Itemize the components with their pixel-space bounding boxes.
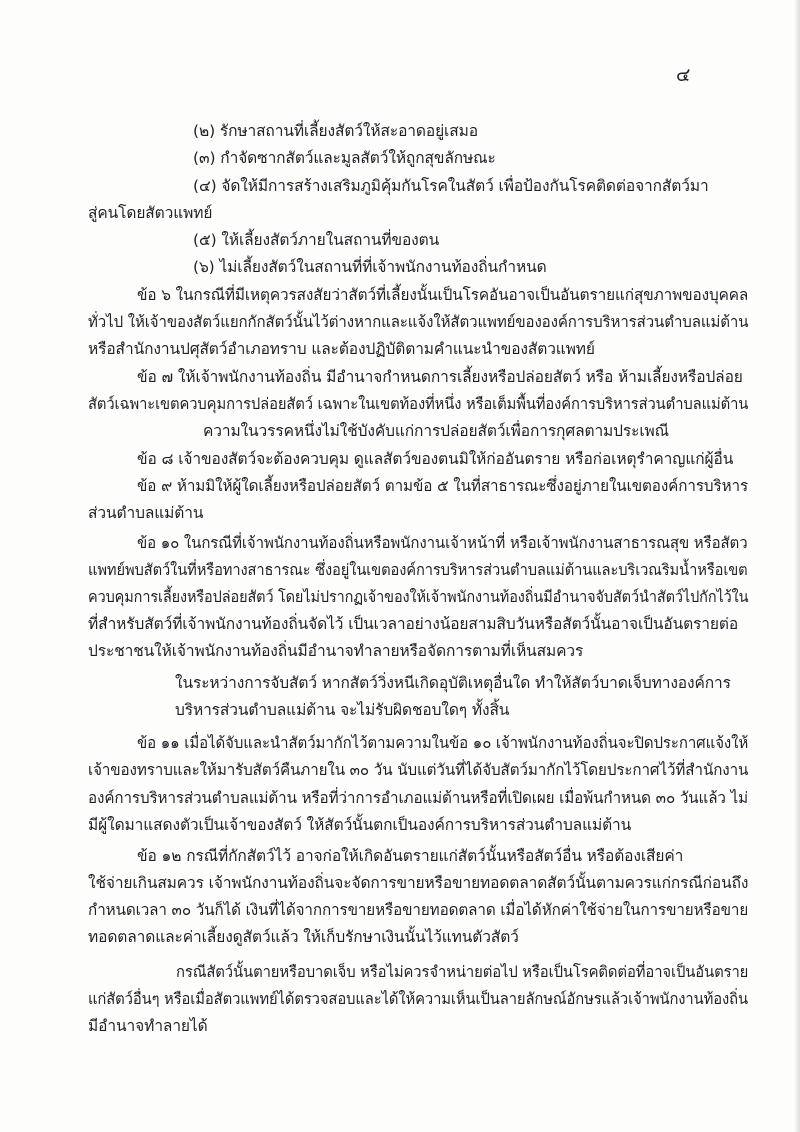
clause-12-line-1: ข้อ ๑๒ กรณีที่กักสัตว์ไว้ อาจก่อให้เกิดอันตรายแก่สัตว์นั้นหรือสัตว์อื่น หรือต้องเสียค่า <box>137 847 684 865</box>
page-edge-shadow <box>794 0 800 1132</box>
clause-10-line-4: ที่สำหรับสัตว์ที่เจ้าพนักงานท้องถิ่นจัดไว้ เป็นเวลาอย่างน้อยสามสิบวันหรือสัตว์นั้นอาจเป็นอันตรายต่อ <box>88 615 739 633</box>
clause-7-line-1: ข้อ ๗ ให้เจ้าพนักงานท้องถิ่น มีอำนาจกำหนดการเลี้ยงหรือปล่อยสัตว์ หรือ ห้ามเลี้ยงหรือปล่อย <box>137 368 743 386</box>
clause-5-item-4: (๔) จัดให้มีการสร้างเสริมภูมิคุ้มกันโรคในสัตว์ เพื่อป้องกันโรคติดต่อจากสัตว์มา <box>193 177 709 195</box>
clause-11-line-4: มีผู้ใดมาแสดงตัวเป็นเจ้าของสัตว์ ให้สัตว์นั้นตกเป็นองค์การบริหารส่วนตำบลแม่ต้าน <box>88 816 632 834</box>
clause-6-line-2: ทั่วไป ให้เจ้าของสัตว์แยกกักสัตว์นั้นไว้ต่างหากและแจ้งให้สัตวแพทย์ขององค์การบริหารส่วนตำบลแม่ต้าน <box>88 313 749 331</box>
clause-11-line-3: องค์การบริหารส่วนตำบลแม่ต้าน หรือที่ว่าการอำเภอแม่ต้านหรือที่เปิดเผย เมื่อพ้นกำหนด ๓๐ วันแล้ว ไม่ <box>88 789 749 807</box>
clause-7-line-2: สัตว์เฉพาะเขตควบคุมการปล่อยสัตว์ เฉพาะในเขตท้องที่หนึ่ง หรือเต็มพื้นที่องค์การบริหารส่วนตำบลแม่ต้าน <box>88 395 749 413</box>
clause-5-item-6: (๖) ไม่เลี้ยงสัตว์ในสถานที่ที่เจ้าพนักงานท้องถิ่นกำหนด <box>193 258 547 276</box>
clause-12-paragraph-2-line-3: มีอำนาจทำลายได้ <box>88 1017 208 1035</box>
clause-5-item-5: (๕) ให้เลี้ยงสัตว์ภายในสถานที่ของตน <box>193 231 440 249</box>
clause-5-item-2: (๒) รักษาสถานที่เลี้ยงสัตว์ให้สะอาดอยู่เสมอ <box>193 122 478 140</box>
clause-6-line-3: หรือสำนักงานปศุสัตว์อำเภอทราบ และต้องปฏิบัติตามคำแนะนำของสัตวแพทย์ <box>88 340 595 358</box>
clause-10-line-1: ข้อ ๑๐ ในกรณีที่เจ้าพนักงานท้องถิ่นหรือพนักงานเจ้าหน้าที่ หรือเจ้าพนักงานสาธารณสุข หรือสัตว <box>137 534 748 552</box>
clause-9-line-1: ข้อ ๙ ห้ามมิให้ผู้ใดเลี้ยงหรือปล่อยสัตว์ ตามข้อ ๕ ในที่สาธารณะซึ่งอยู่ภายในเขตองค์การบริหาร <box>137 477 749 495</box>
clause-11-line-2: เจ้าของทราบและให้มารับสัตว์คืนภายใน ๓๐ วัน นับแต่วันที่ได้จับสัตว์มากักไว้โดยประกาศไว้ที่สำนักงาน <box>88 761 749 779</box>
clause-10-line-3: ควบคุมการเลี้ยงหรือปล่อยสัตว์ โดยไม่ปรากฏเจ้าของให้เจ้าพนักงานท้องถิ่นมีอำนาจจับสัตว์นำสัตว์ไปกักไว้ใน <box>88 588 749 606</box>
clause-8: ข้อ ๘ เจ้าของสัตว์จะต้องควบคุม ดูแลสัตว์ของตนมิให้ก่ออันตราย หรือก่อเหตุรำคาญแก่ผู้อื่น <box>137 450 734 468</box>
clause-12-paragraph-2-line-2: แก่สัตว์อื่นๆ หรือเมื่อสัตวแพทย์ได้ตรวจสอบและได้ให้ความเห็นเป็นลายลักษณ์อักษรแล้วเจ้าพนักงานท้องถิ่น <box>88 990 748 1008</box>
clause-6-line-1: ข้อ ๖ ในกรณีที่มีเหตุควรสงสัยว่าสัตว์ที่เลี้ยงนั้นเป็นโรคอันอาจเป็นอันตรายแก่สุขภาพของบุคคล <box>137 286 749 304</box>
clause-10-line-2: แพทย์พบสัตว์ในที่หรือทางสาธารณะ ซึ่งอยู่ในเขตองค์การบริหารส่วนตำบลแม่ต้านและบริเวณริมน้ำหรือเขต <box>88 561 748 579</box>
clause-10-line-5: ประชาชนให้เจ้าพนักงานท้องถิ่นมีอำนาจทำลายหรือจัดการตามที่เห็นสมควร <box>88 642 584 660</box>
clause-9-line-2: ส่วนตำบลแม่ต้าน <box>88 504 204 522</box>
clause-12-line-2: ใช้จ่ายเกินสมควร เจ้าพนักงานท้องถิ่นจะจัดการขายหรือขายทอดตลาดสัตว์นั้นตามควรแก่กรณีก่อนถึง <box>88 874 749 892</box>
clause-11-line-1: ข้อ ๑๑ เมื่อได้จับและนำสัตว์มากักไว้ตามความในข้อ ๑๐ เจ้าพนักงานท้องถิ่นจะปิดประกาศแจ้งให้ <box>137 734 749 752</box>
clause-12-line-4: ทอดตลาดและค่าเลี้ยงดูสัตว์แล้ว ให้เก็บรักษาเงินนั้นไว้แทนตัวสัตว์ <box>88 928 519 946</box>
clause-12-line-3: กำหนดเวลา ๓๐ วันก็ได้ เงินที่ได้จากการขายหรือขายทอดตลาด เมื่อได้หักค่าใช้จ่ายในการขายหรือขาย <box>88 901 749 919</box>
clause-5-item-3: (๓) กำจัดซากสัตว์และมูลสัตว์ให้ถูกสุขลักษณะ <box>193 149 496 167</box>
clause-5-item-4-continued: สู่คนโดยสัตวแพทย์ <box>88 204 213 222</box>
page-number: ๔ <box>676 64 691 86</box>
clause-12-paragraph-2-line-1: กรณีสัตว์นั้นตายหรือบาดเจ็บ หรือไม่ควรจำหน่ายต่อไป หรือเป็นโรคติดต่อที่อาจเป็นอันตราย <box>176 963 749 981</box>
clause-7-paragraph-2: ความในวรรคหนึ่งไม่ใช้บังคับแก่การปล่อยสัตว์เพื่อการกุศลตามประเพณี <box>203 422 669 440</box>
clause-10-paragraph-2-line-2: บริหารส่วนตำบลแม่ต้าน จะไม่รับผิดชอบใดๆ ทั้งสิ้น <box>175 701 510 719</box>
clause-10-paragraph-2-line-1: ในระหว่างการจับสัตว์ หากสัตว์วิ่งหนีเกิดอุบัติเหตุอื่นใด ทำให้สัตว์บาดเจ็บทางองค์การ <box>175 674 731 692</box>
